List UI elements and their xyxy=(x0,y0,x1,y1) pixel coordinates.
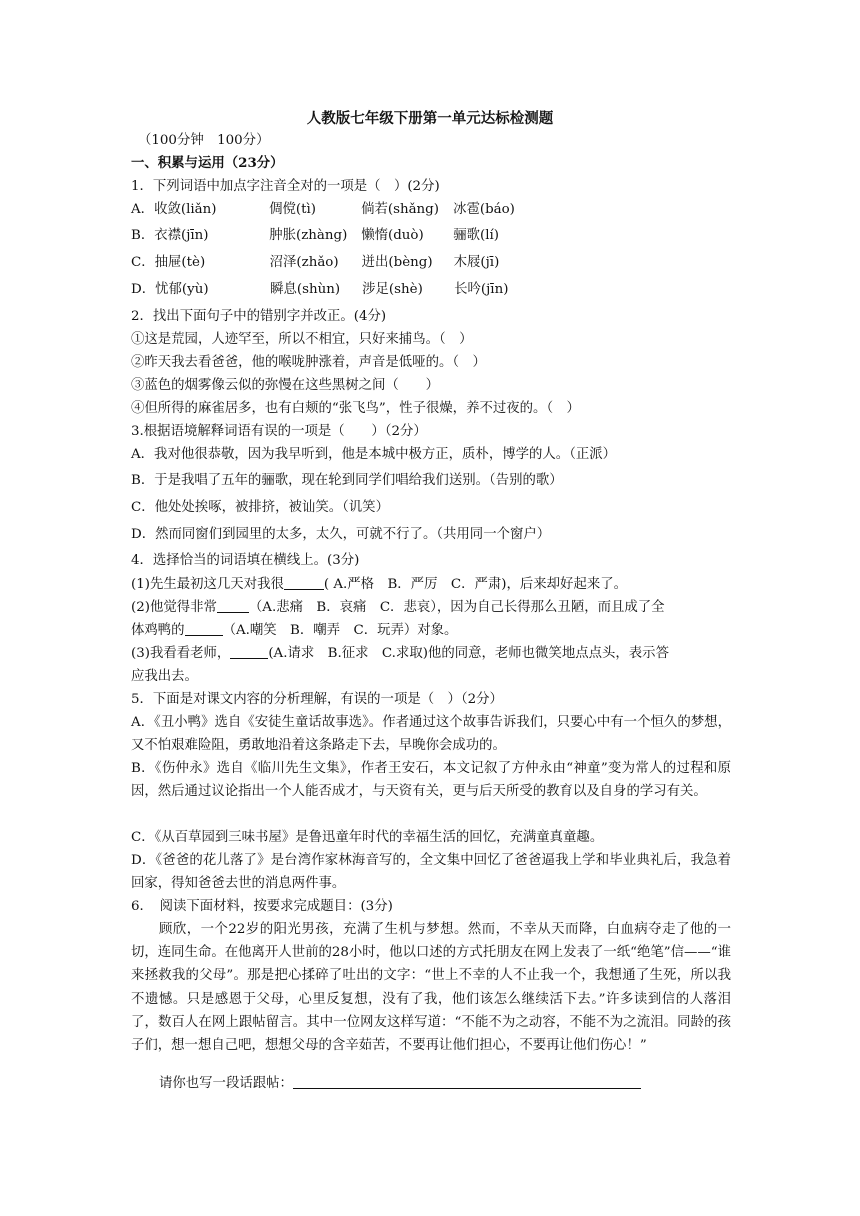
answer-blank[interactable] xyxy=(230,643,268,659)
q3-option-b: B．于是我唱了五年的骊歌，现在轮到同学们唱给我们送别。（告别的歌） xyxy=(131,473,563,488)
section-heading: 一、积累与运用（23分） xyxy=(131,155,284,171)
q5-option-a: A．《丑小鸭》选自《安徒生童话故事选》。作者通过这个故事告诉我们，只要心中有一个恒久的梦想，又不怕艰难险阻，勇敢地沿着这条路走下去，早晚你会成功的。 xyxy=(131,715,731,754)
q4-line-1: (1)先生最初这几天对我很 ( A.严格 B．严厉 C．严肃)，后来却好起来了。 xyxy=(131,573,627,596)
q6-answer-line: 请你也写一段话跟帖： xyxy=(159,1072,641,1095)
answer-blank[interactable] xyxy=(284,574,324,590)
q3-stem: 3.根据语境解释词语有误的一项是（ ）（2分） xyxy=(131,424,427,439)
q1-option-c: C．抽屉(tè) 沼泽(zhǎo) 迸出(bèng) 木屐(jī) xyxy=(131,255,500,270)
q1-option-b: B．衣襟(jīn) 肿胀(zhàng) 懒惰(duò) 骊歌(lí) xyxy=(131,228,500,243)
q4-line-5: 应我出去。 xyxy=(131,669,198,684)
q2-line-4: ④但所得的麻雀居多，也有白颊的“张飞鸟”，性子很燥，养不过夜的。（ ） xyxy=(131,401,580,416)
q4-line-4: (3)我看看老师， (A.请求 B.征求 C.求取)他的同意，老师也微笑地点点头，表示答 xyxy=(131,642,669,665)
page-title: 人教版七年级下册第一单元达标检测题 xyxy=(306,110,554,127)
q2-line-1: ①这是荒园，人迹罕至，所以不相宜，只好来捕鸟。（ ） xyxy=(131,332,473,347)
q3-option-a: A．我对他很恭敬，因为我早听到，他是本城中极方正，质朴，博学的人。（正派） xyxy=(131,447,617,462)
q3-option-c: C．他处处挨啄，被排挤，被讪笑。（讥笑） xyxy=(131,500,389,515)
q2-line-3: ③蓝色的烟雾像云似的弥慢在这些黑树之间（ ） xyxy=(131,378,439,393)
q2-stem: 2．找出下面句子中的错别字并改正。(4分) xyxy=(131,309,387,324)
q4-stem: 4．选择恰当的词语填在横线上。(3分) xyxy=(131,553,360,568)
q5-option-d: D．《爸爸的花儿落了》是台湾作家林海音写的，全文集中回忆了爸爸逼我上学和毕业典礼后，我急着回家，得知爸爸去世的消息两件事。 xyxy=(131,853,731,892)
q1-option-d: D．忧郁(yù) 瞬息(shùn) 涉足(shè) 长吟(jīn) xyxy=(131,282,509,297)
q6-stem: 6． 阅读下面材料，按要求完成题目：(3分) xyxy=(131,899,393,914)
q1-stem: 1．下列词语中加点字注音全对的一项是（ ）(2分) xyxy=(131,179,440,194)
q5-stem: 5．下面是对课文内容的分析理解，有误的一项是（ ）（2分） xyxy=(131,692,503,707)
reply-blank[interactable] xyxy=(293,1073,641,1089)
q4-line-2: (2)他觉得非常 （A.悲痛 B．哀痛 C．悲哀），因为自己长得那么丑陋，而且成了全 xyxy=(131,596,665,619)
answer-blank[interactable] xyxy=(217,597,249,613)
q6-passage: 顾欣，一个22岁的阳光男孩，充满了生机与梦想。然而，不幸从天而降，白血病夺走了他的一切，连同生命。在他离开人世前的28小时，他以口述的方式托朋友在网上发表了一纸“绝笔”信——“谁来拯救我的父母”。那是把心揉碎了吐出的文字：“世上不幸的人不止我一个，我想通了生死，所以我不遗憾。只是感恩于父母，心里反复想，没有了我，他们该怎么继续活下去。”许多读到信的人落泪了，数百人在网上跟帖留言。其中一位网友这样写道：“不能不为之动容，不能不为之流泪。同龄的孩子们，想一想自己吧，想想父母的含辛茹苦，不要再让他们担心，不要再让他们伤心！” xyxy=(131,922,731,1054)
q1-option-a: A．收敛(liǎn) 倜傥(tì) 倘若(shǎng) 冰雹(báo) xyxy=(131,202,515,217)
q5-option-b: B．《伤仲永》选自《临川先生文集》，作者王安石，本文记叙了方仲永由“神童”变为常人的过程和原因，然后通过议论指出一个人能否成才，与天资有关，更与后天所受的教育以及自身的学习有关。 xyxy=(131,761,731,800)
q4-line-3: 体鸡鸭的 （A.嘲笑 B．嘲弄 C．玩弄）对象。 xyxy=(131,619,457,642)
q2-line-2: ②昨天我去看爸爸，他的喉咙肿涨着，声音是低哑的。（ ） xyxy=(131,355,486,370)
exam-meta: （100分钟 100分） xyxy=(138,133,270,148)
q3-option-d: D．然而同窗们到园里的太多，太久，可就不行了。（共用同一个窗户） xyxy=(131,527,551,542)
answer-blank[interactable] xyxy=(185,620,223,636)
q5-option-c: C．《从百草园到三味书屋》是鲁迅童年时代的幸福生活的回忆，充满童真童趣。 xyxy=(131,830,604,845)
